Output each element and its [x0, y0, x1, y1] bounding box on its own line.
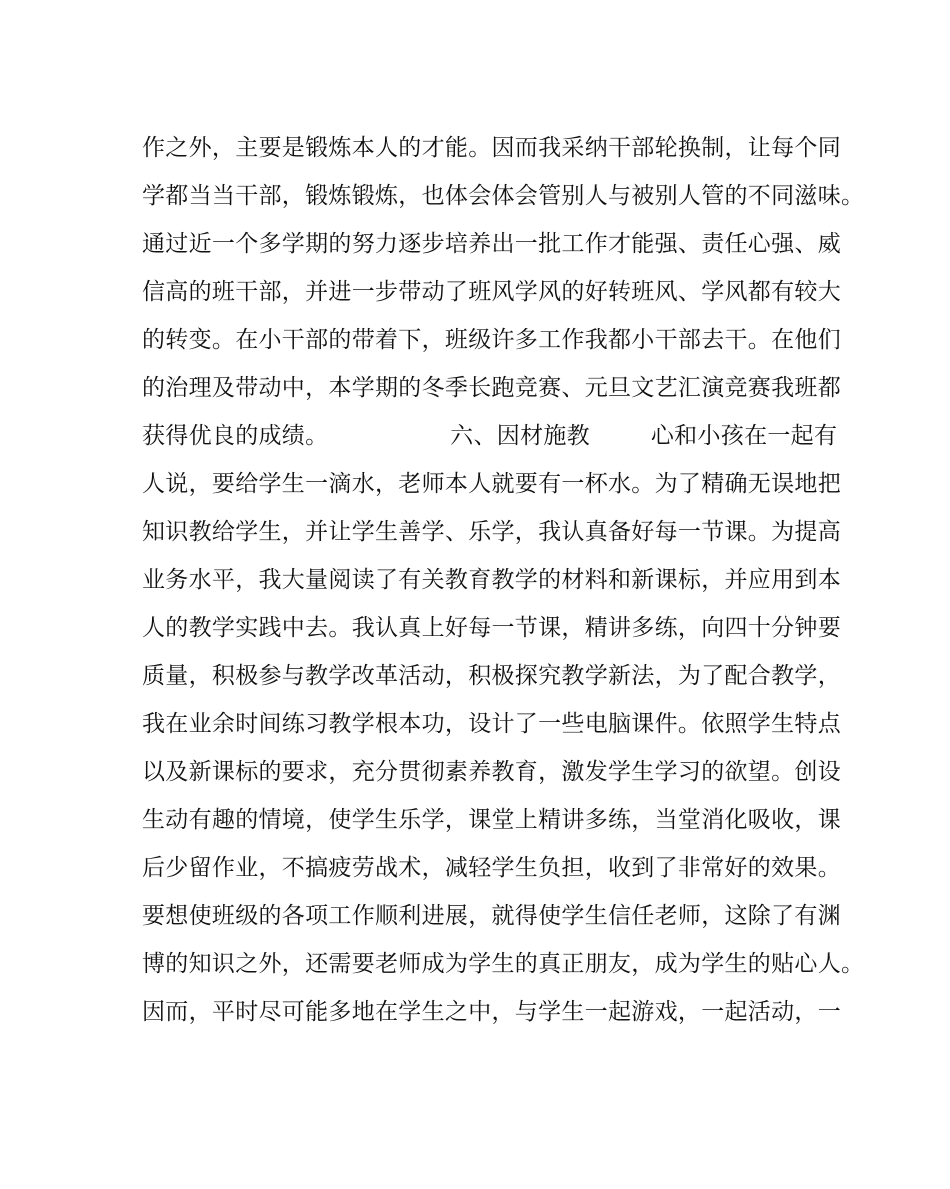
text-line: 因而，平时尽可能多地在学生之中，与学生一起游戏，一起活动，一 [142, 999, 841, 1025]
text-line: 以及新课标的要求，充分贯彻素养教育，激发学生学习的欲望。创设 [142, 759, 841, 785]
text-line: 的治理及带动中，本学期的冬季长跑竞赛、元旦文艺汇演竞赛我班都 [142, 375, 841, 401]
text-line: 业务水平，我大量阅读了有关教育教学的材料和新课标，并应用到本 [142, 567, 841, 593]
text-line: 生动有趣的情境，使学生乐学，课堂上精讲多练，当堂消化吸收，课 [142, 807, 841, 833]
text-line: 信高的班干部，并进一步带动了班风学风的好转班风、学风都有较大 [142, 279, 841, 305]
text-line: 后少留作业，不搞疲劳战术，减轻学生负担，收到了非常好的效果。 [142, 855, 841, 881]
text-line: 博的知识之外，还需要老师成为学生的真正朋友，成为学生的贴心人。 [142, 951, 865, 977]
text-line: 我在业余时间练习教学根本功，设计了一些电脑课件。依照学生特点 [142, 711, 841, 737]
text-line: 要想使班级的各项工作顺利进展，就得使学生信任老师，这除了有渊 [142, 903, 841, 929]
text-line: 质量，积极参与教学改革活动，积极探究教学新法，为了配合教学， [142, 663, 841, 689]
text-line: 知识教给学生，并让学生善学、乐学，我认真备好每一节课。为提高 [142, 519, 841, 545]
text-line: 获得优良的成绩。 六、因材施教 心和小孩在一起有 [142, 423, 838, 449]
text-line: 人的教学实践中去。我认真上好每一节课，精讲多练，向四十分钟要 [142, 615, 841, 641]
text-line: 的转变。在小干部的带着下，班级许多工作我都小干部去干。在他们 [142, 327, 841, 353]
text-line: 学都当当干部，锻炼锻炼，也体会体会管别人与被别人管的不同滋味。 [142, 183, 865, 209]
text-line: 通过近一个多学期的努力逐步培养出一批工作才能强、责任心强、威 [142, 231, 841, 257]
text-line: 作之外，主要是锻炼本人的才能。因而我采纳干部轮换制，让每个同 [142, 135, 841, 161]
body-text [142, 124, 865, 1036]
text-line: 人说，要给学生一滴水，老师本人就要有一杯水。为了精确无误地把 [142, 471, 841, 497]
